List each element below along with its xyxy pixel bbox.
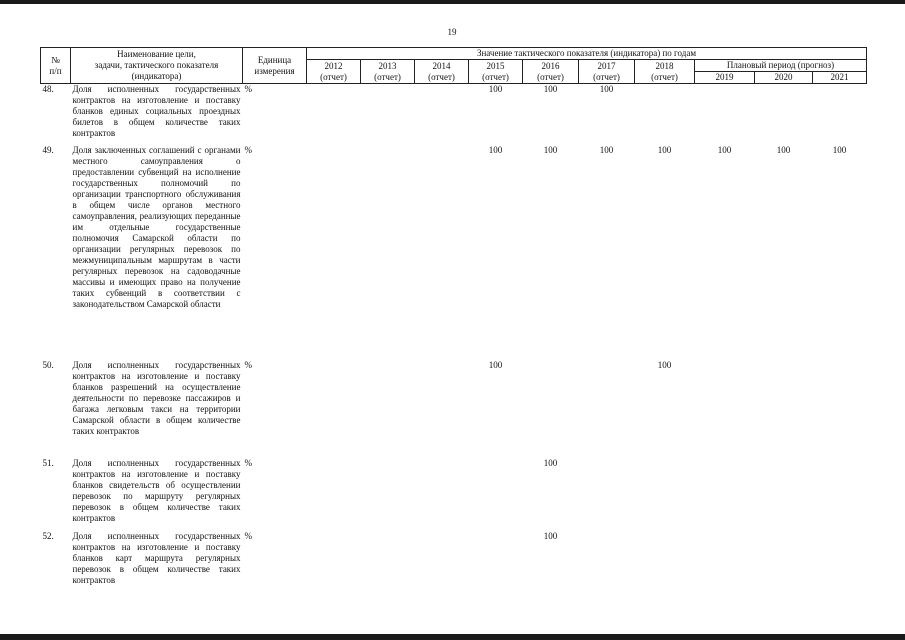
value-cell: 100	[488, 144, 503, 155]
value-cell	[695, 84, 755, 145]
row-unit: %	[244, 84, 252, 94]
value-cell	[755, 531, 813, 591]
value-cell	[695, 360, 755, 458]
value-cell	[755, 84, 813, 145]
header-year-2018: 2018 (отчет)	[635, 60, 695, 84]
header-year-2012: 2012 (отчет)	[307, 60, 361, 84]
row-unit: %	[244, 530, 252, 541]
header-name: Наименование цели, задачи, тактического показателя (индикатора)	[71, 48, 243, 84]
header-year-2013: 2013 (отчет)	[361, 60, 415, 84]
value-cell	[307, 145, 361, 360]
value-cell: 100	[543, 457, 558, 468]
value-cell: 100	[599, 144, 614, 155]
indicator-table	[40, 47, 867, 591]
value-cell	[361, 458, 415, 531]
value-cell	[695, 458, 755, 531]
row-unit: %	[244, 359, 252, 370]
row-name: Доля исполненных государственных контрактов на изготовление и поставку бланков разрешений на осуществление деятельности по перевозке пассажиров и багажа легковым такси на территории Самарской области в общем количестве таких контрактов	[72, 359, 241, 436]
value-cell	[361, 84, 415, 145]
value-cell: 100	[488, 84, 503, 94]
value-cell: 100	[832, 144, 847, 155]
value-cell	[635, 84, 695, 145]
value-cell	[813, 458, 867, 531]
value-cell	[307, 360, 361, 458]
header-planned-period: Плановый период (прогноз)	[695, 60, 867, 72]
row-number: 52.	[42, 530, 54, 541]
table-row	[41, 145, 867, 360]
row-number: 50.	[42, 359, 54, 370]
value-cell	[361, 145, 415, 360]
value-cell	[307, 531, 361, 591]
row-name: Доля заключенных соглашений с органами местного самоуправления о предоставлении субвенций на исполнение государственных полномочий по организации транспортного обслуживания в общем числе органов местного самоуправления, реализующих переданные им отдельные государственные полномочия Самарской области по организации регулярных перевозок по межмуниципальным маршрутам в части регулярных перевозок на садоводачные массивы и имеющих право на получение таких субвенций в соответствии с законодательством Самарской области	[72, 144, 241, 309]
value-cell	[361, 360, 415, 458]
row-number: 48.	[42, 84, 54, 94]
value-cell: 100	[599, 84, 614, 94]
table-row	[41, 458, 867, 531]
header-year-2015: 2015 (отчет)	[469, 60, 523, 84]
value-cell: 100	[543, 144, 558, 155]
value-cell	[579, 458, 635, 531]
scan-top-edge	[0, 0, 905, 4]
value-cell	[523, 360, 579, 458]
table-row	[41, 531, 867, 591]
value-cell	[415, 458, 469, 531]
value-cell	[755, 458, 813, 531]
value-cell	[695, 531, 755, 591]
page-number: 19	[447, 27, 457, 37]
header-year-2016: 2016 (отчет)	[523, 60, 579, 84]
header-year-2014: 2014 (отчет)	[415, 60, 469, 84]
table-row	[41, 84, 867, 145]
value-cell	[813, 84, 867, 145]
header-number: № п/п	[41, 48, 71, 84]
header-year-2017: 2017 (отчет)	[579, 60, 635, 84]
value-cell	[469, 458, 523, 531]
value-cell	[415, 531, 469, 591]
value-cell	[813, 360, 867, 458]
value-cell: 100	[776, 144, 791, 155]
value-cell: 100	[717, 144, 732, 155]
value-cell	[307, 84, 361, 145]
row-number: 51.	[42, 457, 54, 468]
value-cell	[579, 360, 635, 458]
value-cell: 100	[657, 144, 672, 155]
value-cell	[361, 531, 415, 591]
row-number: 49.	[42, 144, 54, 155]
row-unit: %	[244, 457, 252, 468]
value-cell: 100	[543, 530, 558, 541]
row-name: Доля исполненных государственных контрактов на изготовление и поставку бланков единых социальных проездных билетов в общем количестве таких контрактов	[72, 84, 241, 138]
value-cell	[415, 360, 469, 458]
row-unit: %	[244, 144, 252, 155]
value-cell	[415, 145, 469, 360]
table-row	[41, 360, 867, 458]
header-values: Значение тактического показателя (индикатора) по годам	[307, 48, 867, 60]
scan-bottom-edge	[0, 634, 905, 640]
row-name: Доля исполненных государственных контрактов на изготовление и поставку бланков карт маршрута регулярных перевозок в общем количестве таких контрактов	[72, 530, 241, 585]
value-cell	[415, 84, 469, 145]
value-cell	[307, 458, 361, 531]
value-cell: 100	[657, 359, 672, 370]
value-cell: 100	[488, 359, 503, 370]
value-cell	[579, 531, 635, 591]
value-cell	[755, 360, 813, 458]
header-year-2020: 2020	[755, 72, 813, 84]
value-cell	[813, 531, 867, 591]
header-year-2019: 2019	[695, 72, 755, 84]
row-name: Доля исполненных государственных контрактов на изготовление и поставку бланков свидетельств об осуществлении перевозок по маршруту регулярных перевозок в общем количестве таких контрактов	[72, 457, 241, 523]
header-unit: Единица измерения	[243, 48, 307, 84]
header-year-2021: 2021	[813, 72, 867, 84]
value-cell: 100	[543, 84, 558, 94]
value-cell	[469, 531, 523, 591]
value-cell	[635, 531, 695, 591]
value-cell	[635, 458, 695, 531]
